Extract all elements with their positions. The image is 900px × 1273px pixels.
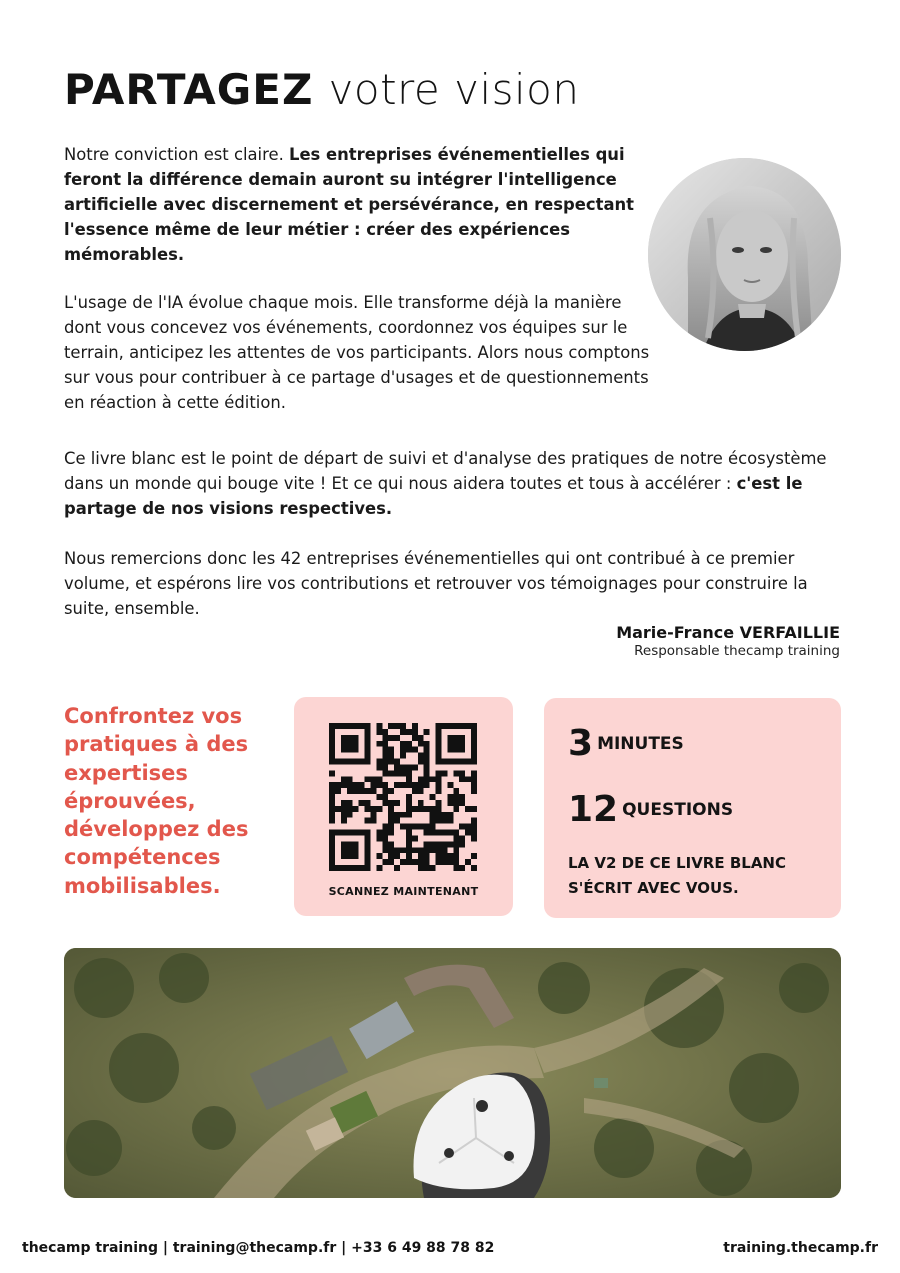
title-bold: PARTAGEZ xyxy=(64,65,314,114)
intro-paragraph-4: Nous remercions donc les 42 entreprises événementielles qui ont contribué à ce premier volume, et espérons lire vos contributions et retrouver vos témoignages pour construire la suite, ensemble. xyxy=(64,549,808,618)
stats-card xyxy=(544,698,841,918)
qr-code-icon[interactable] xyxy=(329,723,477,871)
intro-paragraph-3 xyxy=(64,446,854,521)
intro-p1-lead: Notre conviction est claire. xyxy=(64,145,289,164)
page-title xyxy=(64,64,579,116)
aerial-image xyxy=(64,948,841,1198)
signature-name: Marie-France VERFAILLIE xyxy=(616,623,840,642)
stat-questions-value: 12 xyxy=(568,789,619,830)
campus-aerial-photo xyxy=(64,948,841,1198)
qr-card[interactable] xyxy=(294,697,513,916)
title-light: votre vision xyxy=(328,65,580,114)
pitch-text: Confrontez vos pratiques à des expertises éprouvées, développez des compétences mobilisables. xyxy=(64,704,249,898)
author-portrait xyxy=(648,158,841,351)
stat-questions-label: QUESTIONS xyxy=(622,800,734,820)
qr-caption: SCANNEZ MAINTENANT xyxy=(328,885,479,898)
v2-emphasis: VOUS xyxy=(685,879,734,897)
signature-role: Responsable thecamp training xyxy=(634,643,840,659)
intro-p3-lead: Ce livre blanc est le point de départ de suivi et d'analyse des pratiques de notre écosystème dans un monde qui bouge vite ! Et ce qui nous aidera toutes et tous à accélérer : xyxy=(64,449,827,493)
portrait-image xyxy=(648,158,841,351)
v2-lead: LA V2 DE CE LIVRE BLANC S'ÉCRIT AVEC xyxy=(568,854,786,897)
v2-callout xyxy=(568,851,828,901)
footer-contact: thecamp training | training@thecamp.fr | +33 6 49 88 78 82 xyxy=(22,1240,495,1256)
v2-end: . xyxy=(733,879,739,897)
footer-website-link[interactable]: training.thecamp.fr xyxy=(723,1240,878,1256)
intro-p1-bold: Les entreprises événementielles qui feront la différence demain auront su intégrer l'intelligence artificielle avec discernement et persévérance, en respectant l'essence même de leur métier : créer des expériences mémorables. xyxy=(64,145,635,264)
intro-paragraph-2: L'usage de l'IA évolue chaque mois. Elle transforme déjà la manière dont vous concevez vos événements, coordonnez vos équipes sur le terrain, anticipez les attentes de vos participants. Alors nous comptons sur vous pour contribuer à ce partage d'usages et de questionnements en réaction à cette édition. xyxy=(64,293,650,412)
stat-minutes-value: 3 xyxy=(568,723,594,764)
intro-p3-bold: c'est le partage de nos visions respectives. xyxy=(64,474,803,518)
stat-questions xyxy=(568,790,733,830)
stat-minutes-label: MINUTES xyxy=(597,734,684,754)
stat-minutes xyxy=(568,724,684,764)
intro-paragraph-1 xyxy=(64,142,654,267)
